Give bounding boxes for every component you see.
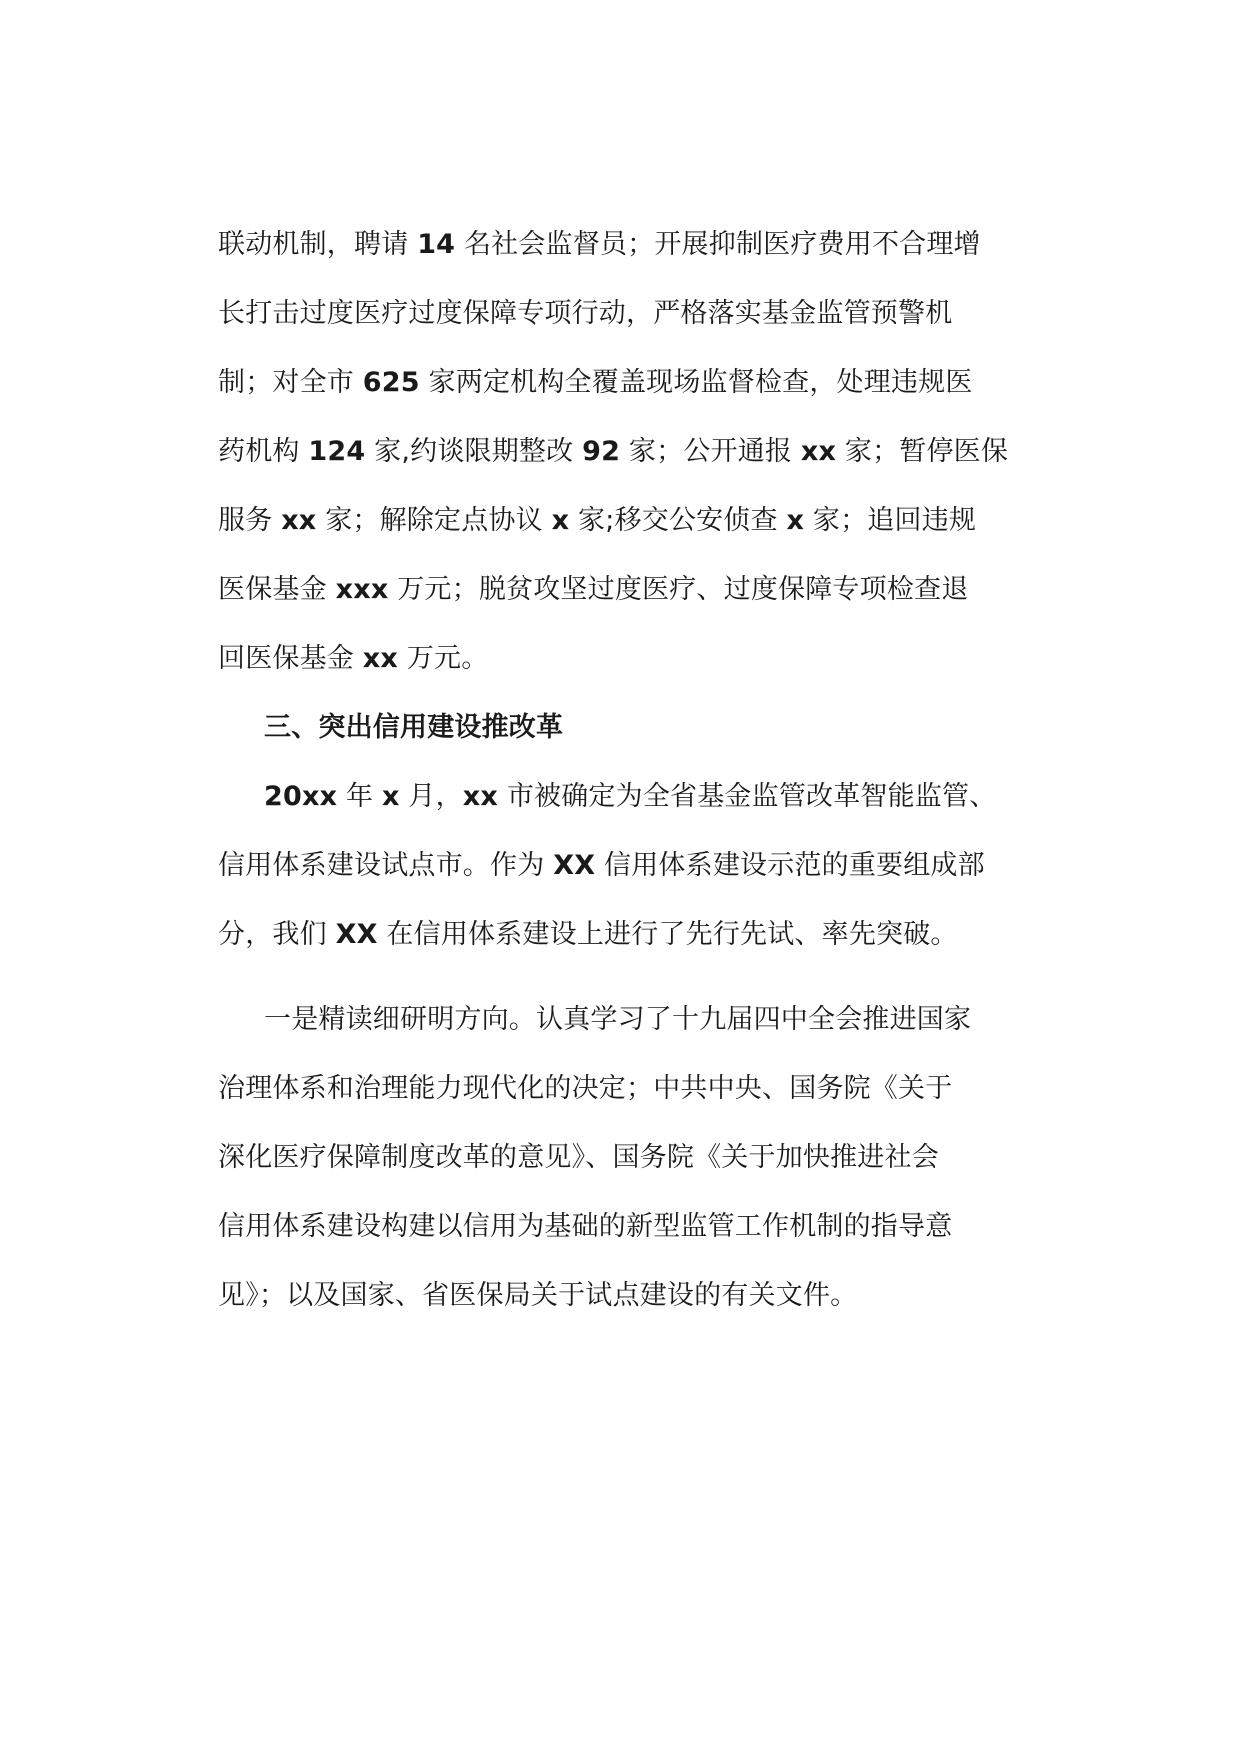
paragraph-1-line-2: 长打击过度医疗过度保障专项行动，严格落实基金监管预警机	[218, 298, 953, 329]
paragraph-1-line-3: 制；对全市 625 家两定机构全覆盖现场监督检查，处理违规医	[218, 367, 973, 398]
paragraph-1-line-5: 服务 xx 家；解除定点协议 x 家;移交公安侦查 x 家；追回违规	[218, 505, 977, 536]
paragraph-3-line-4: 信用体系建设构建以信用为基础的新型监管工作机制的指导意	[218, 1211, 953, 1242]
paragraph-3-line-3: 深化医疗保障制度改革的意见》、国务院《关于加快推进社会	[218, 1142, 939, 1173]
paragraph-3-line-5: 见》；以及国家、省医保局关于试点建设的有关文件。	[218, 1280, 858, 1311]
paragraph-2-line-2: 信用体系建设试点市。作为 XX 信用体系建设示范的重要组成部	[218, 850, 985, 881]
paragraph-1-line-7: 回医保基金 xx 万元。	[218, 643, 489, 674]
paragraph-2-line-1: 20xx 年 x 月，xx 市被确定为全省基金监管改革智能监管、	[264, 781, 997, 812]
paragraph-1-line-6: 医保基金 xxx 万元；脱贫攻坚过度医疗、过度保障专项检查退	[218, 574, 969, 605]
paragraph-3-line-2: 治理体系和治理能力现代化的决定；中共中央、国务院《关于	[218, 1073, 953, 1104]
section-heading: 三、突出信用建设推改革	[264, 712, 564, 743]
paragraph-3-line-1: 一是精读细研明方向。认真学习了十九届四中全会推进国家	[264, 1004, 972, 1035]
paragraph-1-line-4: 药机构 124 家,约谈限期整改 92 家；公开通报 xx 家；暂停医保	[218, 436, 1009, 467]
paragraph-1-line-1: 联动机制，聘请 14 名社会监督员；开展抑制医疗费用不合理增	[218, 229, 981, 260]
paragraph-2-line-3: 分，我们 XX 在信用体系建设上进行了先行先试、率先突破。	[218, 919, 958, 950]
